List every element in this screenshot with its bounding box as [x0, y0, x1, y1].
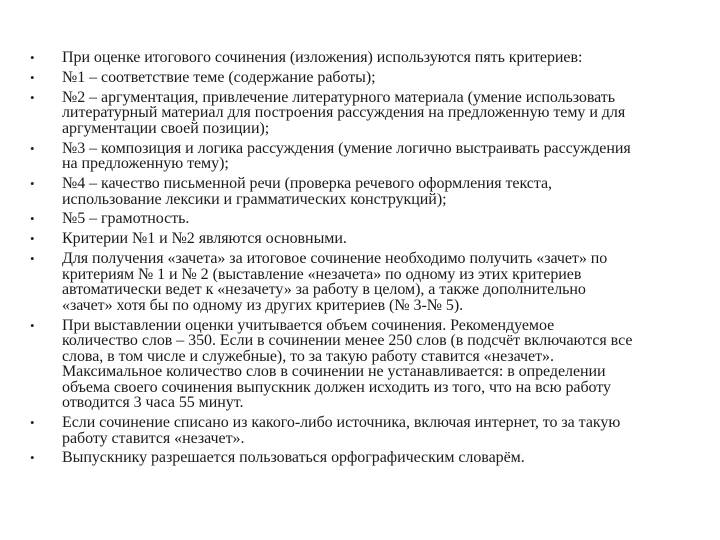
list-item: [30, 318, 718, 411]
criteria-bullet-list: [30, 50, 718, 470]
list-item-text: №2 – аргументация, привлечение литературного материала (умение использовать литературный материал для построения рассуждения на предложенную тему и для аргументации своей позиции);: [62, 88, 626, 137]
list-item-text: При выставлении оценки учитывается объем сочинения. Рекомендуемое количество слов – 350. Если в сочинении менее 250 слов (в подсчёт включаются все слова, в том числе и служебные), то за такую работу ставится «незачет». Максимальное количество слов в сочинении не устанавливается: в определении объема своего сочинения выпускник должен исходить из того, что на всю работу отводится 3 часа 55 минут.: [62, 316, 633, 412]
list-item: [30, 251, 718, 313]
list-item: [30, 176, 718, 207]
list-item-text: Если сочинение списано из какого-либо источника, включая интернет, то за такую работу ставится «незачет».: [62, 414, 621, 447]
list-item-text: Выпускнику разрешается пользоваться орфографическим словарём.: [62, 449, 525, 467]
list-item-text: Критерии №1 и №2 являются основными.: [62, 230, 347, 248]
bullet-icon: •: [30, 140, 35, 156]
list-item-text: №3 – композиция и логика рассуждения (умение логично выстраивать рассуждения на предложенную тему);: [62, 139, 631, 173]
list-item-text: Для получения «зачета» за итоговое сочинение необходимо получить «зачет» по критериям № 1 и № 2 (выставление «незачета» по одному из этих критериев автоматически ведет к «незачету» за работу в целом), а также дополнительно «зачет» хотя бы по одному из других критериев (№ 3-№ 5).: [62, 250, 608, 314]
list-item: [30, 450, 718, 466]
list-item-text: №1 – соответствие теме (содержание работы);: [62, 68, 376, 86]
bullet-icon: •: [30, 69, 35, 85]
list-item: [30, 141, 718, 172]
list-item: [30, 231, 718, 247]
bullet-icon: •: [30, 317, 35, 333]
list-item: [30, 211, 718, 227]
list-item: [30, 415, 718, 446]
bullet-icon: •: [30, 176, 35, 192]
list-item: [30, 70, 718, 86]
list-item: [30, 90, 718, 137]
bullet-icon: •: [30, 89, 35, 105]
bullet-icon: •: [30, 211, 35, 227]
bullet-icon: •: [30, 415, 35, 431]
list-item-text: №4 – качество письменной речи (проверка речевого оформления текста, использование лексики и грамматических конструкций);: [62, 175, 552, 208]
bullet-icon: •: [30, 450, 35, 466]
bullet-icon: •: [30, 251, 35, 267]
bullet-icon: •: [30, 50, 35, 65]
list-item: [30, 50, 718, 66]
bullet-icon: •: [30, 231, 35, 247]
list-item-text: №5 – грамотность.: [62, 210, 190, 228]
list-item-text: При оценке итогового сочинения (изложения) используются пять критериев:: [62, 49, 583, 66]
